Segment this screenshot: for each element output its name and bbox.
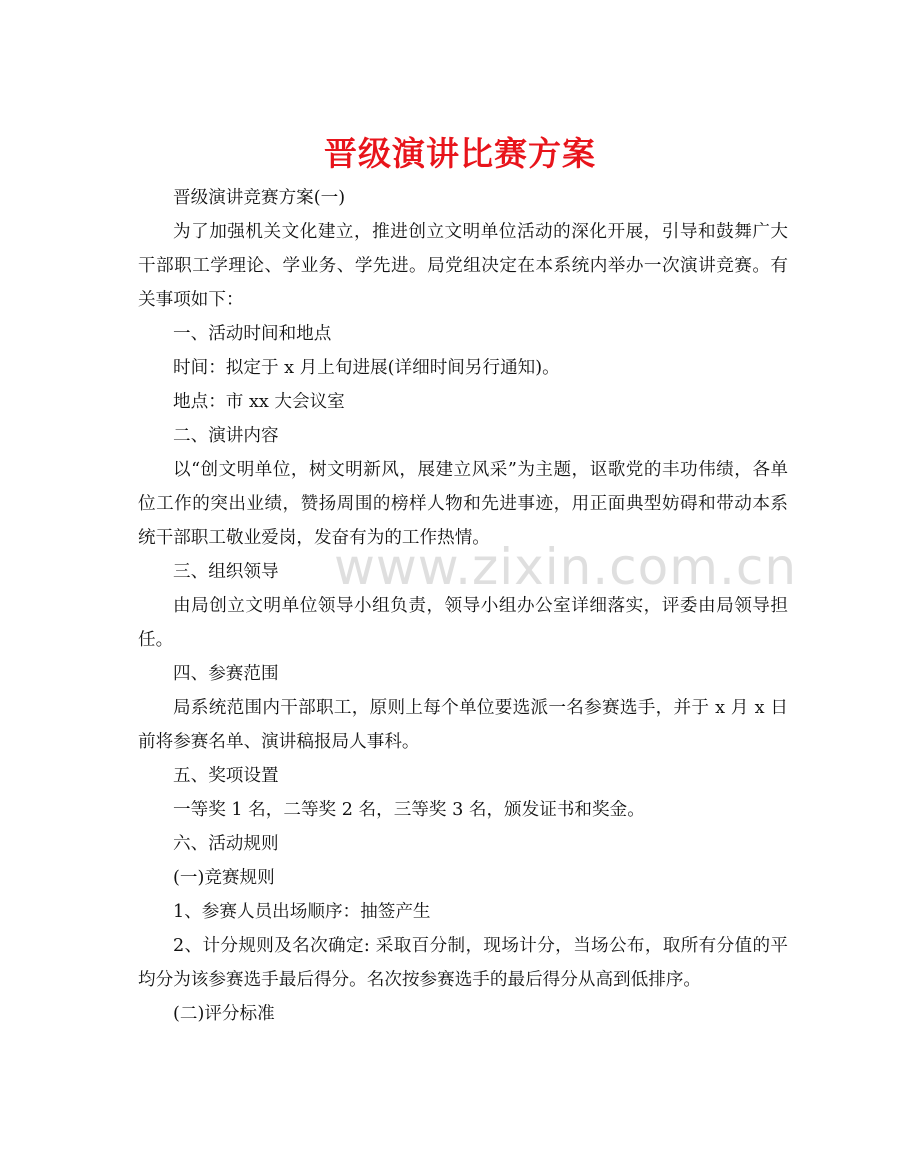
paragraph-plan-heading: 晋级演讲竞赛方案(一) xyxy=(173,188,346,208)
section-heading-time-place: 一、活动时间和地点 xyxy=(173,324,332,344)
paragraph-scope: 局系统范围内干部职工，原则上每个单位要选派一名参赛选手，并于 x 月 x 日前将参赛名单、演讲稿报局人事科。 xyxy=(138,698,788,752)
section-heading-organization: 三、组织领导 xyxy=(173,562,279,582)
paragraph-awards: 一等奖 1 名，二等奖 2 名，三等奖 3 名，颁发证书和奖金。 xyxy=(173,800,645,820)
paragraph-content: 以“创文明单位，树文明新风，展建立风采”为主题，讴歌党的丰功伟绩，各单位工作的突出业绩，赞扬周围的榜样人物和先进事迹，用正面典型妨碍和带动本系统干部职工敬业爱岗，发奋有为的工作热情。 xyxy=(138,460,788,548)
subsection-heading-competition-rules: (一)竞赛规则 xyxy=(173,868,275,888)
paragraph-organization: 由局创立文明单位领导小组负责，领导小组办公室详细落实，评委由局领导担任。 xyxy=(138,596,788,650)
section-heading-rules: 六、活动规则 xyxy=(173,834,279,854)
section-heading-content: 二、演讲内容 xyxy=(173,426,279,446)
paragraph-intro: 为了加强机关文化建立，推进创立文明单位活动的深化开展，引导和鼓舞广大干部职工学理论、学业务、学先进。局党组决定在本系统内举办一次演讲竞赛。有关事项如下： xyxy=(138,222,788,310)
document-body xyxy=(138,181,788,1031)
paragraph-time: 时间：拟定于 x 月上旬进展(详细时间另行通知)。 xyxy=(173,358,560,378)
paragraph-rule-order: 1、参赛人员出场顺序：抽签产生 xyxy=(173,902,431,922)
document-title: 晋级演讲比赛方案 xyxy=(324,134,596,173)
paragraph-place: 地点：市 xx 大会议室 xyxy=(173,392,345,412)
paragraph-rule-scoring: 2、计分规则及名次确定: 采取百分制，现场计分，当场公布，取所有分值的平均分为该参赛选手最后得分。名次按参赛选手的最后得分从高到低排序。 xyxy=(138,936,788,990)
subsection-heading-scoring-criteria: (二)评分标准 xyxy=(173,1004,275,1024)
section-heading-awards: 五、奖项设置 xyxy=(173,766,279,786)
watermark-text: www.zixin.com.cn xyxy=(334,538,798,596)
section-heading-scope: 四、参赛范围 xyxy=(173,664,279,684)
